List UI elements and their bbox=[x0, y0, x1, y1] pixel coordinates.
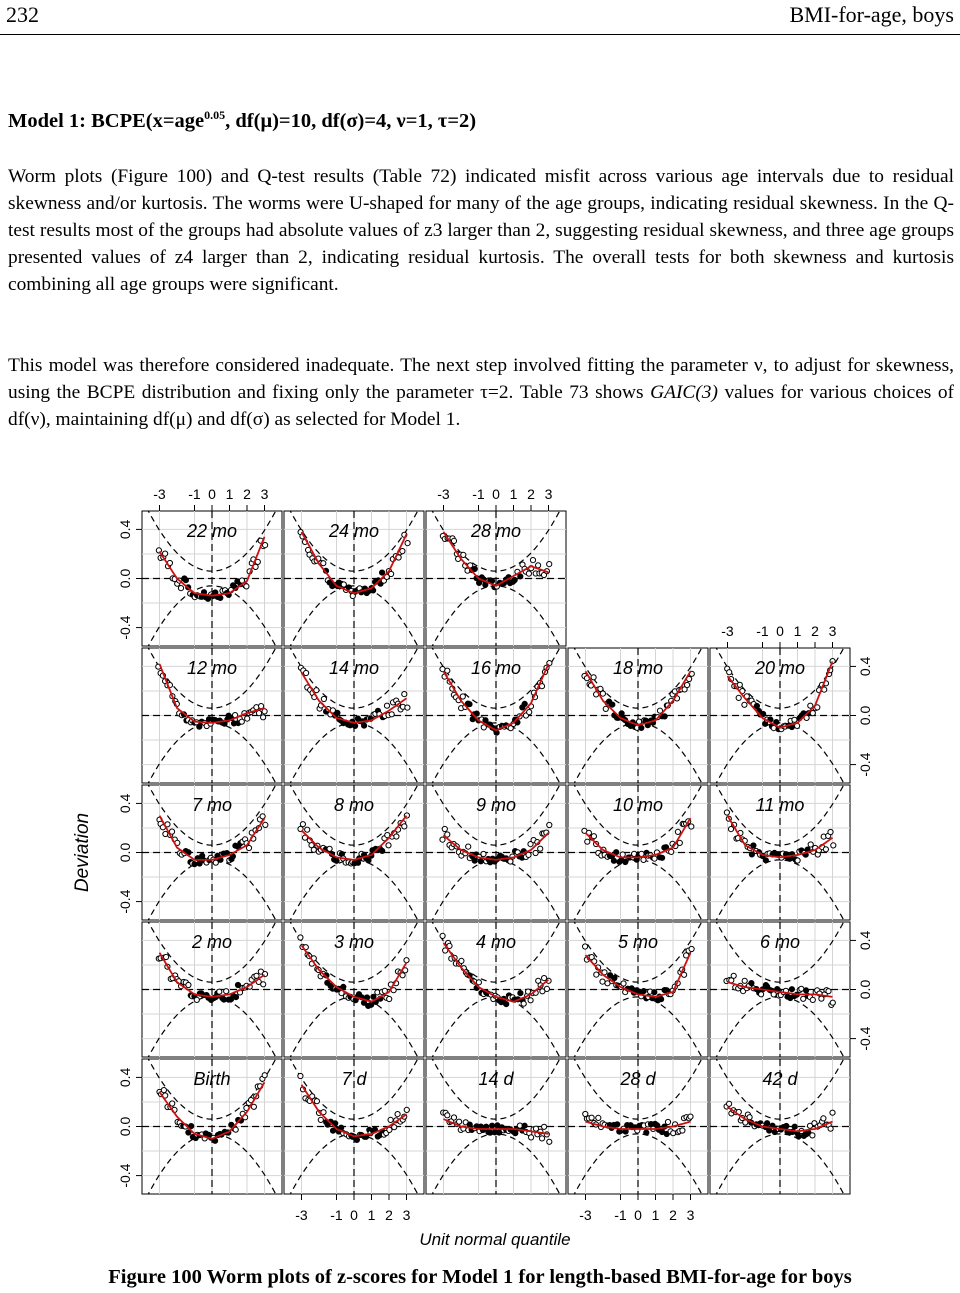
worm-point bbox=[544, 986, 549, 991]
worm-point bbox=[224, 989, 229, 994]
worm-point bbox=[477, 580, 482, 585]
worm-point bbox=[467, 702, 472, 707]
worm-point bbox=[481, 725, 486, 730]
worm-point bbox=[539, 1136, 544, 1141]
worm-point bbox=[472, 858, 477, 863]
y-tick-label: 0.4 bbox=[857, 656, 873, 677]
worm-point bbox=[490, 1123, 495, 1128]
worm-panel bbox=[710, 910, 850, 1070]
worm-point bbox=[522, 1123, 527, 1128]
worm-point bbox=[759, 992, 764, 997]
worm-point bbox=[318, 1117, 323, 1122]
worm-panel bbox=[568, 910, 708, 1070]
panel-label: 11 mo bbox=[755, 795, 805, 815]
worm-point bbox=[826, 989, 831, 994]
worm-panel bbox=[426, 499, 566, 659]
worm-point bbox=[731, 973, 736, 978]
y-tick-label: 0.0 bbox=[857, 705, 873, 726]
x-axis-title: Unit normal quantile bbox=[419, 1230, 571, 1249]
worm-point bbox=[600, 979, 605, 984]
worm-point bbox=[521, 1001, 526, 1006]
worm-point bbox=[233, 995, 238, 1000]
worm-point bbox=[387, 996, 392, 1001]
worm-point bbox=[362, 723, 367, 728]
worm-point bbox=[533, 850, 538, 855]
worm-point bbox=[662, 714, 667, 719]
worm-point bbox=[771, 992, 776, 997]
worm-panel bbox=[284, 910, 424, 1070]
paragraph-1: Worm plots (Figure 100) and Q-test results (Table 72) indicated misfit across various age intervals due to residual skewness and/or kurtosis. The worms were U-shaped for many of the age groups, indicating residual skewness. In the Q-test results most of the groups had absolute values of z3 larger than 2, suggesting residual skewness, and three age groups presented values of z4 larger than 2, indicating residual kurtosis. The overall tests for both skewness and kurtosis combining all age groups were significant. bbox=[8, 166, 954, 295]
panel-label: 2 mo bbox=[191, 932, 233, 952]
worm-point bbox=[394, 834, 399, 839]
worm-point bbox=[538, 846, 543, 851]
worm-point bbox=[183, 578, 188, 583]
worm-point bbox=[478, 859, 483, 864]
worm-point bbox=[404, 1107, 409, 1112]
worm-point bbox=[615, 1122, 620, 1127]
worm-point bbox=[466, 844, 471, 849]
worm-point bbox=[665, 1119, 670, 1124]
worm-point bbox=[754, 703, 759, 708]
y-tick-label: -0.4 bbox=[857, 752, 873, 777]
worm-point bbox=[262, 709, 267, 714]
worm-panel bbox=[710, 773, 850, 933]
worm-point bbox=[244, 584, 249, 589]
panel-label: 4 mo bbox=[475, 932, 517, 952]
worm-panel bbox=[142, 1047, 282, 1207]
worm-point bbox=[736, 695, 741, 700]
x-tick-label: 1 bbox=[651, 1207, 660, 1223]
worm-point bbox=[637, 719, 642, 724]
x-tick-label: -3 bbox=[295, 1207, 308, 1223]
worm-plot-figure bbox=[0, 465, 960, 1260]
worm-point bbox=[619, 711, 624, 716]
worm-point bbox=[459, 958, 464, 963]
x-tick-label: 3 bbox=[828, 623, 837, 639]
worm-point bbox=[170, 1101, 175, 1106]
worm-panel bbox=[284, 636, 424, 796]
paragraph-2-italic: GAIC(3) bbox=[650, 382, 718, 403]
x-tick-label: -3 bbox=[579, 1207, 592, 1223]
worm-panel bbox=[710, 1047, 850, 1207]
worm-point bbox=[304, 670, 309, 675]
worm-point bbox=[197, 724, 202, 729]
y-tick-label: 0.0 bbox=[117, 568, 133, 589]
worm-point bbox=[440, 933, 445, 938]
worm-point bbox=[380, 570, 385, 575]
worm-point bbox=[518, 991, 523, 996]
worm-point bbox=[536, 563, 541, 568]
worm-point bbox=[442, 826, 447, 831]
worm-point bbox=[751, 843, 756, 848]
x-tick-label: 3 bbox=[544, 486, 553, 502]
worm-point bbox=[233, 1127, 238, 1132]
worm-point bbox=[660, 855, 665, 860]
figure-caption: Figure 100 Worm plots of z-scores for Model 1 for length-based BMI-for-age for boys bbox=[108, 1266, 852, 1288]
worm-point bbox=[742, 702, 747, 707]
worm-point bbox=[440, 837, 445, 842]
worm-point bbox=[504, 1002, 509, 1007]
worm-point bbox=[178, 586, 183, 591]
x-tick-label: 1 bbox=[793, 623, 802, 639]
worm-panel bbox=[142, 499, 282, 659]
worm-point bbox=[405, 541, 410, 546]
model-heading-exponent: 0.05 bbox=[204, 108, 226, 122]
panel-label: 20 mo bbox=[754, 658, 806, 678]
paragraph-2 bbox=[8, 352, 954, 433]
worm-point bbox=[808, 842, 813, 847]
y-tick-label: 0.4 bbox=[117, 1067, 133, 1088]
worm-point bbox=[603, 706, 608, 711]
worm-panel bbox=[426, 636, 566, 796]
x-tick-label: 0 bbox=[776, 623, 784, 639]
worm-panel bbox=[568, 1047, 708, 1207]
worm-point bbox=[451, 538, 456, 543]
worm-point bbox=[727, 1101, 732, 1106]
model-heading-prefix: Model 1: BCPE(x=age bbox=[8, 109, 205, 132]
worm-point bbox=[245, 716, 250, 721]
page-number: 232 bbox=[6, 2, 39, 27]
worm-point bbox=[611, 858, 616, 863]
worm-point bbox=[583, 944, 588, 949]
worm-point bbox=[305, 827, 310, 832]
worm-panel bbox=[142, 910, 282, 1070]
worm-point bbox=[341, 984, 346, 989]
worm-point bbox=[680, 1128, 685, 1133]
worm-point bbox=[641, 989, 646, 994]
worm-point bbox=[384, 703, 389, 708]
worm-point bbox=[547, 562, 552, 567]
panel-label: 8 mo bbox=[333, 795, 375, 815]
x-tick-label: -1 bbox=[472, 486, 485, 502]
worm-point bbox=[737, 682, 742, 687]
worm-point bbox=[389, 712, 394, 717]
worm-point bbox=[400, 549, 405, 554]
worm-point bbox=[298, 935, 303, 940]
panel-label: 22 mo bbox=[186, 521, 238, 541]
worm-point bbox=[804, 988, 809, 993]
x-tick-label: 3 bbox=[402, 1207, 411, 1223]
worm-point bbox=[445, 668, 450, 673]
worm-point bbox=[460, 694, 465, 699]
panel-label: Birth bbox=[193, 1069, 231, 1089]
worm-panel bbox=[426, 910, 566, 1070]
worm-point bbox=[830, 1000, 835, 1005]
worm-point bbox=[217, 989, 222, 994]
worm-panel bbox=[426, 773, 566, 933]
x-tick-label: -1 bbox=[756, 623, 769, 639]
x-tick-label: -3 bbox=[437, 486, 450, 502]
panel-label: 16 mo bbox=[470, 658, 522, 678]
x-tick-label: -1 bbox=[188, 486, 201, 502]
worm-point bbox=[591, 834, 596, 839]
worm-point bbox=[194, 997, 199, 1002]
worm-point bbox=[641, 857, 646, 862]
x-tick-label: -3 bbox=[153, 486, 166, 502]
y-tick-label: -0.4 bbox=[857, 1026, 873, 1051]
worm-point bbox=[765, 1121, 770, 1126]
worm-point bbox=[810, 997, 815, 1002]
worm-point bbox=[386, 843, 391, 848]
panel-label: 14 mo bbox=[328, 658, 380, 678]
worm-point bbox=[164, 954, 169, 959]
worm-point bbox=[585, 839, 590, 844]
worm-point bbox=[371, 994, 376, 999]
worm-point bbox=[261, 715, 266, 720]
worm-point bbox=[321, 561, 326, 566]
panel-label: 10 mo bbox=[612, 795, 664, 815]
worm-point bbox=[747, 1115, 752, 1120]
worm-point bbox=[192, 862, 197, 867]
worm-point bbox=[685, 682, 690, 687]
worm-point bbox=[689, 824, 694, 829]
worm-panel bbox=[142, 636, 282, 796]
worm-point bbox=[596, 1115, 601, 1120]
worm-point bbox=[792, 1124, 797, 1129]
worm-point bbox=[353, 723, 358, 728]
worm-point bbox=[796, 1134, 801, 1139]
x-tick-label: 0 bbox=[350, 1207, 358, 1223]
worm-panel bbox=[142, 773, 282, 933]
y-tick-label: -0.4 bbox=[117, 889, 133, 914]
worm-point bbox=[767, 1128, 772, 1133]
worm-point bbox=[461, 552, 466, 557]
worm-point bbox=[472, 566, 477, 571]
y-axis-title: Deviation bbox=[72, 812, 93, 893]
paragraph-2-part-1: This model was therefore considered inadequate. The next step involved fitting the parameter ν, to adjust for skewness, using the BCPE distribution and fixing only the parameter τ=2. Table 73 shows bbox=[8, 355, 954, 403]
x-tick-label: 3 bbox=[260, 486, 269, 502]
worm-point bbox=[246, 845, 251, 850]
y-tick-label: 0.4 bbox=[857, 930, 873, 951]
x-tick-label: 2 bbox=[527, 486, 535, 502]
running-title: BMI-for-age, boys bbox=[789, 2, 954, 27]
worm-point bbox=[612, 975, 617, 980]
worm-point bbox=[457, 1119, 462, 1124]
panel-label: 9 mo bbox=[475, 795, 517, 815]
worm-point bbox=[542, 1124, 547, 1129]
panel-label: 3 mo bbox=[333, 932, 375, 952]
worm-point bbox=[527, 710, 532, 715]
worm-point bbox=[789, 987, 794, 992]
worm-point bbox=[392, 1125, 397, 1130]
x-tick-label: -1 bbox=[330, 1207, 343, 1223]
worm-point bbox=[467, 1122, 472, 1127]
worm-panel bbox=[284, 1047, 424, 1207]
worm-point bbox=[621, 981, 626, 986]
x-tick-label: 1 bbox=[509, 486, 518, 502]
x-tick-label: 0 bbox=[634, 1207, 642, 1223]
panel-label: 12 mo bbox=[186, 658, 238, 678]
worm-point bbox=[262, 1073, 267, 1078]
worm-point bbox=[810, 711, 815, 716]
worm-point bbox=[763, 858, 768, 863]
panel-label: 5 mo bbox=[617, 932, 659, 952]
worm-point bbox=[481, 851, 486, 856]
panel-label: 7 d bbox=[341, 1069, 367, 1089]
worm-point bbox=[402, 692, 407, 697]
worm-point bbox=[727, 670, 732, 675]
worm-point bbox=[821, 1116, 826, 1121]
worm-point bbox=[380, 848, 385, 853]
worm-point bbox=[161, 1088, 166, 1093]
y-tick-label: -0.4 bbox=[117, 1163, 133, 1188]
worm-point bbox=[749, 981, 754, 986]
worm-point bbox=[689, 946, 694, 951]
worm-point bbox=[610, 702, 615, 707]
worm-point bbox=[784, 1123, 789, 1128]
worm-point bbox=[830, 1110, 835, 1115]
worm-point bbox=[163, 551, 168, 556]
worm-point bbox=[823, 847, 828, 852]
worm-point bbox=[327, 846, 332, 851]
model-heading bbox=[8, 108, 476, 133]
worm-point bbox=[530, 558, 535, 563]
worm-point bbox=[792, 717, 797, 722]
x-tick-label: 0 bbox=[208, 486, 216, 502]
worm-point bbox=[639, 851, 644, 856]
worm-point bbox=[334, 858, 339, 863]
worm-point bbox=[526, 571, 531, 576]
panel-label: 24 mo bbox=[328, 521, 380, 541]
worm-point bbox=[591, 675, 596, 680]
worm-point bbox=[652, 990, 657, 995]
worm-point bbox=[341, 582, 346, 587]
worm-point bbox=[186, 982, 191, 987]
worm-point bbox=[620, 852, 625, 857]
worm-point bbox=[742, 978, 747, 983]
worm-panel bbox=[568, 636, 708, 796]
worm-point bbox=[405, 705, 410, 710]
worm-point bbox=[263, 543, 268, 548]
panel-label: 28 d bbox=[620, 1069, 656, 1089]
worm-point bbox=[512, 577, 517, 582]
worm-point bbox=[594, 972, 599, 977]
paragraph-2-part-2: values for various choices of df(ν), maintaining df(μ) and df(σ) as selected for Model 1. bbox=[8, 382, 954, 430]
worm-point bbox=[239, 719, 244, 724]
worm-point bbox=[218, 595, 223, 600]
y-tick-label: 0.4 bbox=[117, 793, 133, 814]
worm-point bbox=[518, 574, 523, 579]
panel-label: 14 d bbox=[478, 1069, 514, 1089]
worm-point bbox=[445, 1113, 450, 1118]
worm-point bbox=[652, 856, 657, 861]
worm-point bbox=[810, 1133, 815, 1138]
panel-label: 42 d bbox=[762, 1069, 798, 1089]
y-tick-label: 0.0 bbox=[117, 842, 133, 863]
worm-point bbox=[795, 858, 800, 863]
worm-point bbox=[451, 1115, 456, 1120]
worm-point bbox=[256, 711, 261, 716]
panel-label: 7 mo bbox=[191, 795, 233, 815]
worm-point bbox=[677, 840, 682, 845]
worm-point bbox=[831, 843, 836, 848]
worm-point bbox=[335, 710, 340, 715]
x-tick-label: 1 bbox=[367, 1207, 376, 1223]
worm-point bbox=[314, 1099, 319, 1104]
worm-panel bbox=[710, 636, 850, 796]
worm-panel bbox=[568, 773, 708, 933]
worm-point bbox=[547, 822, 552, 827]
worm-point bbox=[688, 1114, 693, 1119]
y-tick-label: 0.0 bbox=[857, 979, 873, 1000]
worm-point bbox=[254, 973, 259, 978]
worm-point bbox=[354, 1137, 359, 1142]
worm-point bbox=[724, 810, 729, 815]
worm-point bbox=[659, 997, 664, 1002]
worm-point bbox=[404, 958, 409, 963]
x-tick-label: 2 bbox=[243, 486, 251, 502]
page-header bbox=[0, 0, 960, 35]
panel-label: 28 mo bbox=[470, 521, 522, 541]
worm-point bbox=[402, 824, 407, 829]
worm-point bbox=[388, 1117, 393, 1122]
x-tick-label: -1 bbox=[614, 1207, 627, 1223]
worm-point bbox=[547, 1139, 552, 1144]
panel-label: 6 mo bbox=[759, 932, 801, 952]
x-tick-label: 3 bbox=[686, 1207, 695, 1223]
worm-point bbox=[529, 1135, 534, 1140]
x-tick-label: 2 bbox=[811, 623, 819, 639]
worm-point bbox=[828, 829, 833, 834]
worm-point bbox=[644, 1130, 649, 1135]
x-tick-label: 0 bbox=[492, 486, 500, 502]
y-tick-label: -0.4 bbox=[117, 615, 133, 640]
x-tick-label: -3 bbox=[721, 623, 734, 639]
worm-panel bbox=[284, 773, 424, 933]
worm-point bbox=[263, 822, 268, 827]
y-tick-label: 0.4 bbox=[117, 519, 133, 540]
worm-panel bbox=[426, 1047, 566, 1207]
y-tick-label: 0.0 bbox=[117, 1116, 133, 1137]
worm-point bbox=[298, 1073, 303, 1078]
x-tick-label: 2 bbox=[669, 1207, 677, 1223]
worm-point bbox=[526, 852, 531, 857]
x-tick-label: 1 bbox=[225, 486, 234, 502]
worm-point bbox=[600, 691, 605, 696]
worm-point bbox=[300, 822, 305, 827]
worm-point bbox=[261, 982, 266, 987]
worm-point bbox=[589, 1115, 594, 1120]
worm-point bbox=[528, 998, 533, 1003]
worm-panel bbox=[284, 499, 424, 659]
worm-point bbox=[389, 571, 394, 576]
worm-point bbox=[395, 1112, 400, 1117]
worm-point bbox=[828, 1126, 833, 1131]
panel-label: 18 mo bbox=[612, 658, 664, 678]
x-tick-label: 2 bbox=[385, 1207, 393, 1223]
worm-point bbox=[522, 701, 527, 706]
worm-point bbox=[675, 829, 680, 834]
model-heading-suffix: , df(μ)=10, df(σ)=4, ν=1, τ=2) bbox=[225, 109, 477, 132]
worm-point bbox=[321, 696, 326, 701]
worm-point bbox=[639, 725, 644, 730]
